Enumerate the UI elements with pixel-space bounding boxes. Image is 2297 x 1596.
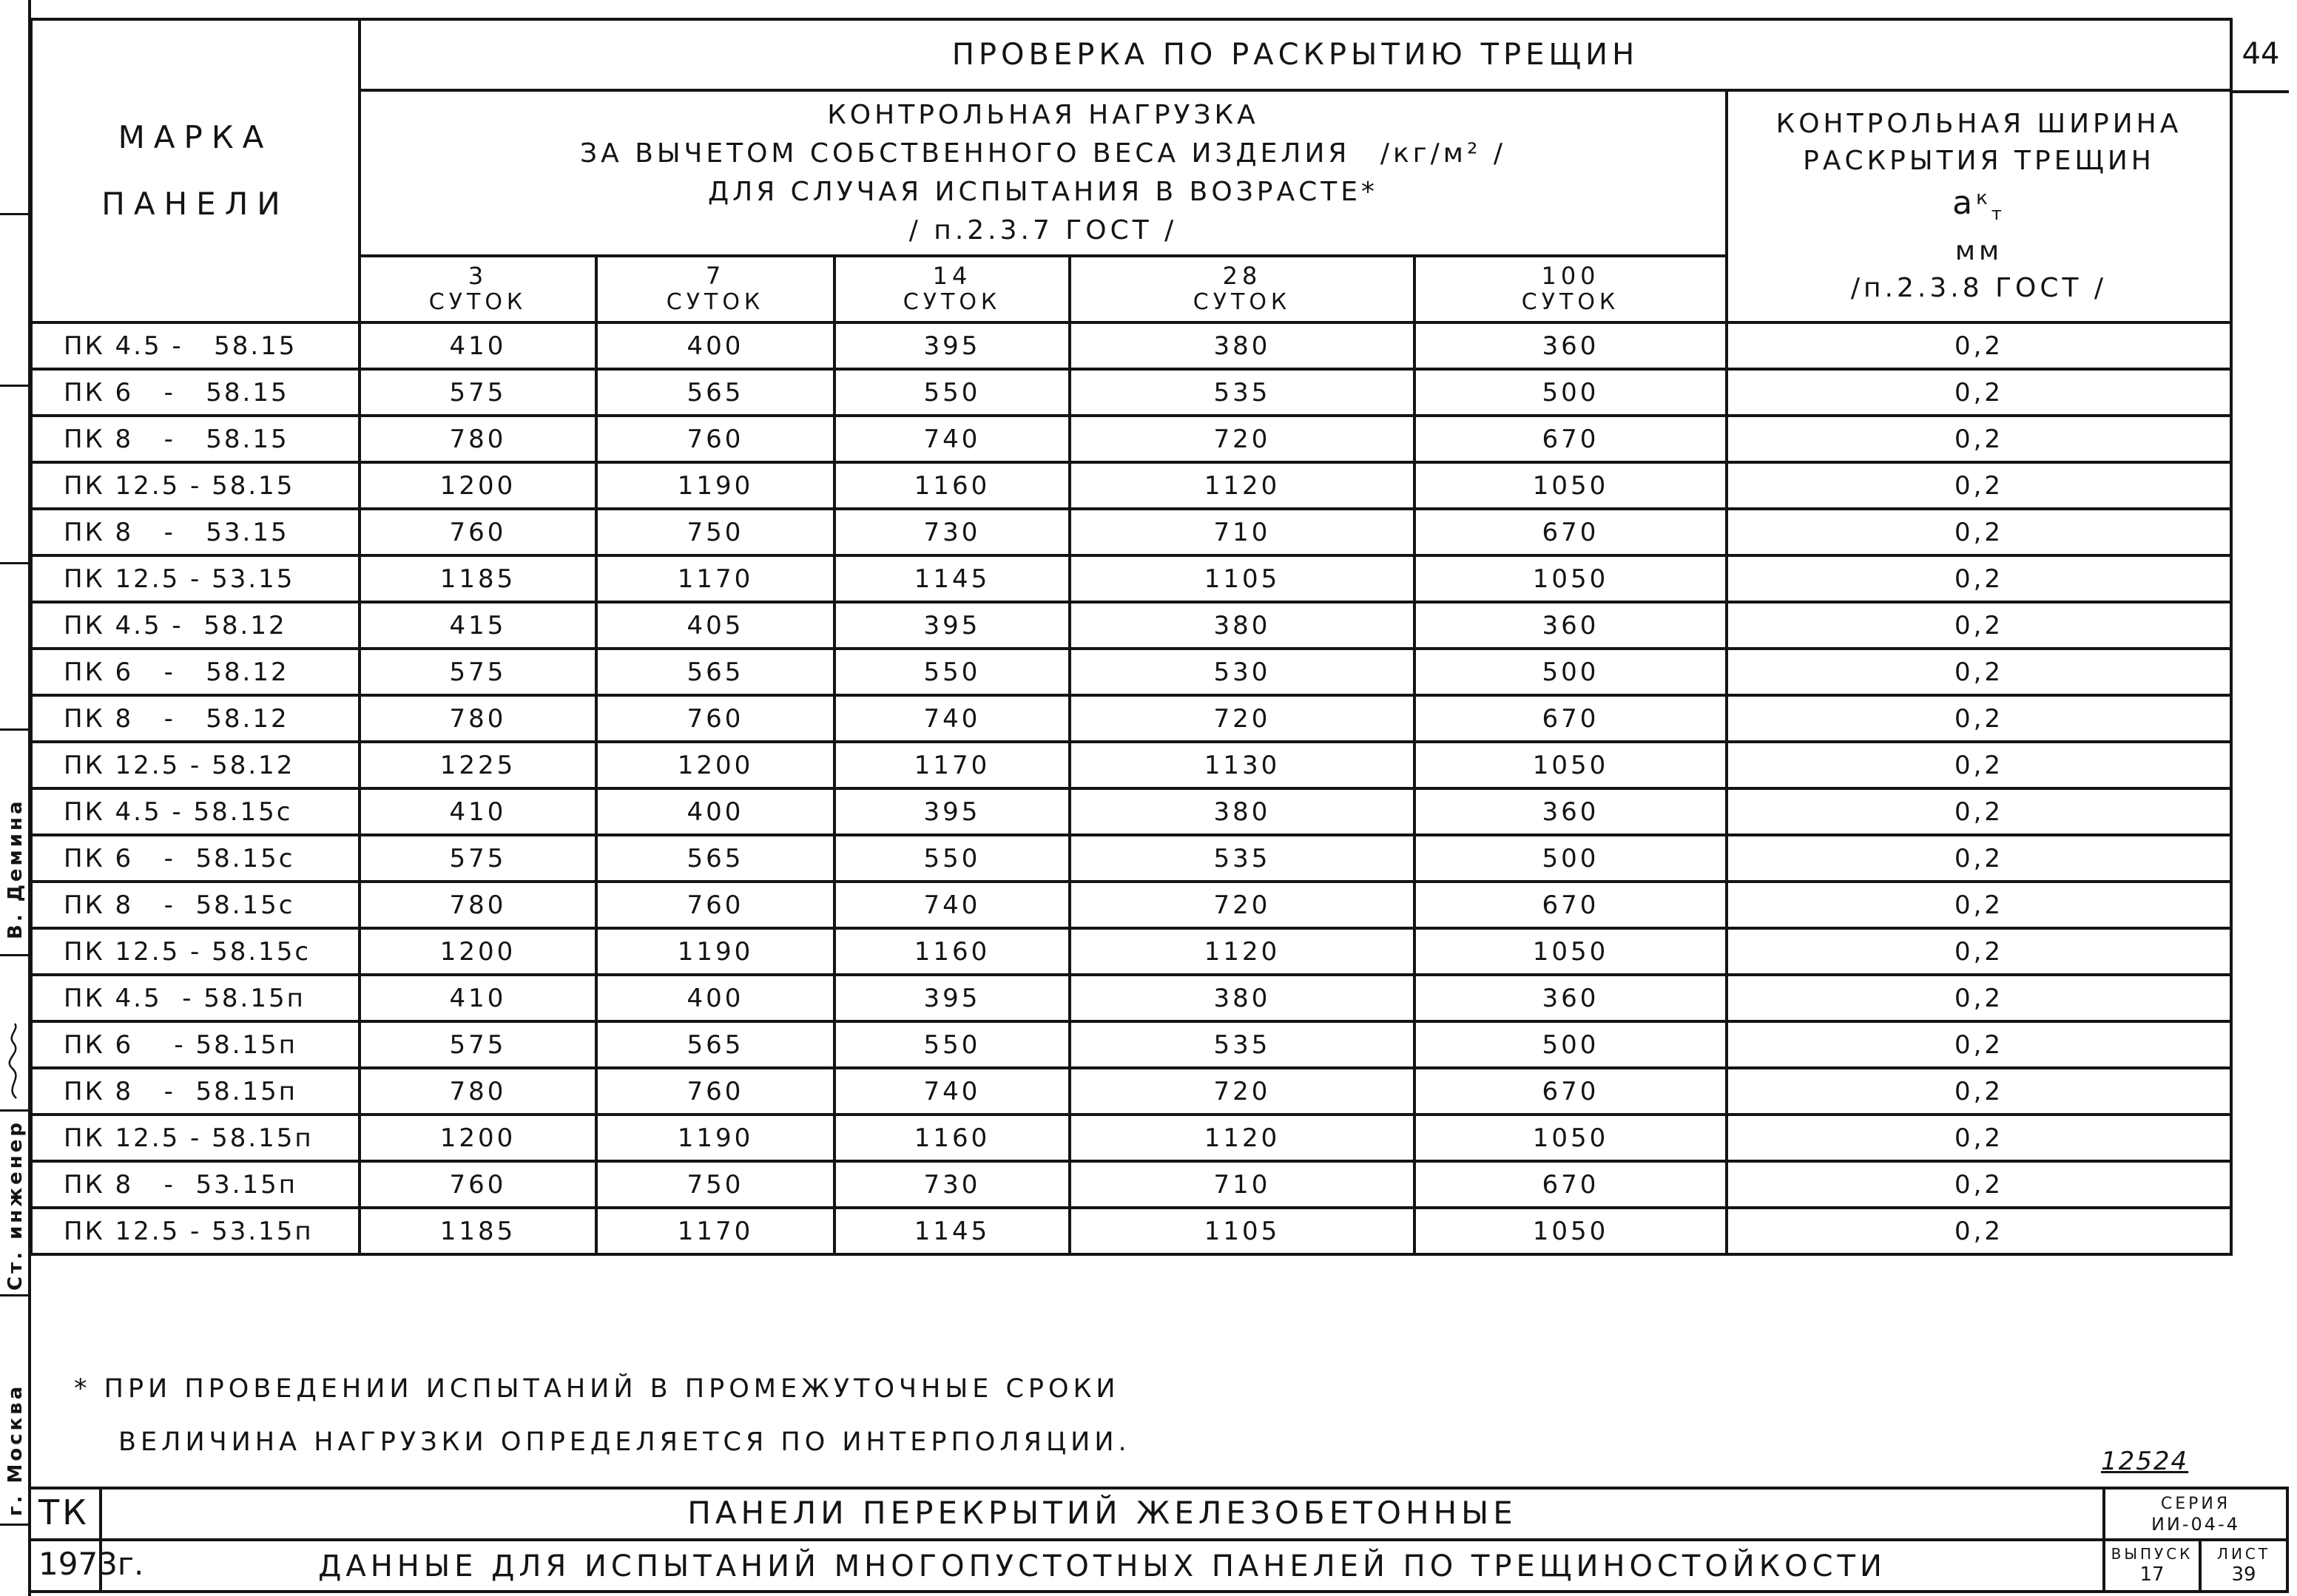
inventory-number: 12524 [2101,1447,2189,1476]
panel-mark-cell: ПК 12.5 - 58.15с [31,928,360,975]
table-row [31,835,2231,882]
day-num: 28 [1222,262,1262,290]
page-number: 44 [2230,18,2289,93]
load-cell-d3: 410 [360,788,596,835]
width-ref: /п.2.3.8 ГОСТ / [1850,272,2108,303]
crack-width-cell: 0,2 [1727,1208,2231,1254]
load-cell-d7: 760 [596,882,834,928]
crack-width-cell: 0,2 [1727,835,2231,882]
crack-width-cell: 0,2 [1727,369,2231,416]
marka-header-line2: ПАНЕЛИ [101,186,289,222]
crack-width-cell: 0,2 [1727,1021,2231,1068]
table-row [31,928,2231,975]
load-cell-d14: 1145 [834,1208,1070,1254]
load-cell-d100: 1050 [1414,1208,1727,1254]
table-row [31,1161,2231,1208]
drawing-title: ПАНЕЛИ ПЕРЕКРЫТИЙ ЖЕЛЕЗОБЕТОННЫЕ [687,1495,1517,1531]
organization-code: ТК [38,1492,90,1532]
load-cell-d28: 380 [1070,788,1414,835]
width-header-line2: РАСКРЫТИЯ ТРЕЩИН [1803,146,2155,177]
load-cell-d100: 1050 [1414,555,1727,602]
load-cell-d7: 405 [596,602,834,649]
load-cell-d3: 575 [360,1021,596,1068]
panel-mark-cell: ПК 8 - 58.15 [31,416,360,462]
sheet-label: ЛИСТ [2216,1545,2271,1563]
crack-width-cell: 0,2 [1727,1068,2231,1115]
section-title: ПРОВЕРКА ПО РАСКРЫТИЮ ТРЕЩИН [360,19,2231,90]
load-cell-d100: 670 [1414,1161,1727,1208]
crack-width-cell: 0,2 [1727,928,2231,975]
crack-width-cell: 0,2 [1727,602,2231,649]
load-cell-d7: 1200 [596,742,834,788]
crack-width-cell: 0,2 [1727,462,2231,509]
load-cell-d100: 500 [1414,649,1727,695]
load-cell-d7: 760 [596,695,834,742]
load-cell-d14: 395 [834,322,1070,369]
table-row [31,649,2231,695]
table-row [31,975,2231,1021]
load-cell-d7: 565 [596,1021,834,1068]
day-header-28 [1070,256,1414,322]
footnote-line1: * ПРИ ПРОВЕДЕНИИ ИСПЫТАНИЙ В ПРОМЕЖУТОЧНЫЕ СРОКИ [74,1374,1120,1404]
table-row [31,369,2231,416]
load-header [360,90,1727,256]
load-cell-d7: 565 [596,835,834,882]
day-header-100 [1414,256,1727,322]
load-cell-d28: 1120 [1070,1115,1414,1161]
load-cell-d28: 720 [1070,416,1414,462]
load-cell-d7: 1170 [596,555,834,602]
load-cell-d100: 670 [1414,509,1727,555]
load-cell-d14: 1170 [834,742,1070,788]
margin-tick [0,213,28,215]
load-cell-d28: 710 [1070,509,1414,555]
margin-tick [0,1524,28,1526]
title-block-border [31,1487,2289,1490]
crack-width-cell: 0,2 [1727,1115,2231,1161]
margin-tick [0,1294,28,1296]
load-cell-d100: 1050 [1414,462,1727,509]
panel-mark-cell: ПК 8 - 58.12 [31,695,360,742]
load-cell-d14: 395 [834,788,1070,835]
table-row [31,602,2231,649]
crack-width-cell: 0,2 [1727,649,2231,695]
panel-mark-cell: ПК 4.5 - 58.15 [31,322,360,369]
sheet-value: 39 [2231,1563,2256,1586]
load-cell-d100: 670 [1414,416,1727,462]
crack-width-cell: 0,2 [1727,788,2231,835]
series-value: ИИ-04-4 [2151,1514,2241,1535]
load-cell-d14: 1160 [834,1115,1070,1161]
margin-tick [0,954,28,956]
day-header-14 [834,256,1070,322]
marka-header [31,19,360,322]
panel-mark-cell: ПК 6 - 58.15п [31,1021,360,1068]
panel-mark-cell: ПК 8 - 58.15с [31,882,360,928]
table-row [31,462,2231,509]
panel-mark-cell: ПК 12.5 - 53.15 [31,555,360,602]
margin-name: В. Демина [4,798,27,939]
panel-mark-cell: ПК 12.5 - 53.15п [31,1208,360,1254]
load-ref: / п.2.3.7 ГОСТ / [908,215,1178,246]
crack-width-cell: 0,2 [1727,882,2231,928]
load-header-line3: ДЛЯ СЛУЧАЯ ИСПЫТАНИЯ В ВОЗРАСТЕ* [708,177,1378,207]
table-body [31,322,2231,1254]
load-cell-d28: 380 [1070,975,1414,1021]
load-cell-d100: 1050 [1414,1115,1727,1161]
load-header-line2: ЗА ВЫЧЕТОМ СОБСТВЕННОГО ВЕСА ИЗДЕЛИЯ [580,138,1351,169]
width-sub: т [1991,203,2006,225]
crack-width-cell: 0,2 [1727,416,2231,462]
load-cell-d28: 1120 [1070,928,1414,975]
load-cell-d3: 575 [360,369,596,416]
day-label: СУТОК [1521,289,1620,315]
table-row [31,555,2231,602]
load-cell-d7: 400 [596,788,834,835]
table-row [31,742,2231,788]
table-row [31,1068,2231,1115]
table-row [31,416,2231,462]
title-block [31,1487,2289,1593]
load-cell-d3: 780 [360,1068,596,1115]
load-cell-d100: 360 [1414,322,1727,369]
panel-mark-cell: ПК 6 - 58.15с [31,835,360,882]
panel-mark-cell: ПК 12.5 - 58.15 [31,462,360,509]
load-cell-d28: 1105 [1070,1208,1414,1254]
load-unit: /кг/м² / [1380,138,1506,169]
day-label: СУТОК [666,289,765,315]
load-cell-d100: 360 [1414,975,1727,1021]
load-cell-d100: 500 [1414,1021,1727,1068]
load-cell-d100: 1050 [1414,742,1727,788]
load-cell-d3: 780 [360,695,596,742]
load-cell-d7: 750 [596,1161,834,1208]
load-cell-d7: 565 [596,649,834,695]
table-row [31,1021,2231,1068]
load-cell-d14: 740 [834,416,1070,462]
load-cell-d14: 740 [834,695,1070,742]
day-label: СУТОК [1193,289,1292,315]
load-cell-d3: 1200 [360,1115,596,1161]
load-cell-d14: 550 [834,649,1070,695]
width-symbol-wrap [1728,180,2230,232]
width-header [1727,90,2231,322]
load-cell-d7: 565 [596,369,834,416]
load-cell-d3: 1185 [360,1208,596,1254]
load-cell-d100: 360 [1414,602,1727,649]
load-cell-d7: 400 [596,322,834,369]
day-num: 7 [705,262,726,290]
load-cell-d3: 760 [360,509,596,555]
load-cell-d7: 400 [596,975,834,1021]
crack-width-cell: 0,2 [1727,322,2231,369]
load-cell-d7: 1190 [596,928,834,975]
day-header-7 [596,256,834,322]
load-cell-d28: 380 [1070,602,1414,649]
day-label: СУТОК [903,289,1002,315]
title-block-divider [31,1538,2289,1541]
width-header-line1: КОНТРОЛЬНАЯ ШИРИНА [1775,109,2182,140]
load-cell-d14: 1160 [834,928,1070,975]
margin-tick [0,385,28,387]
width-symbol: a [1952,184,1977,223]
day-num: 100 [1541,262,1600,290]
crack-width-cell: 0,2 [1727,509,2231,555]
load-cell-d14: 740 [834,1068,1070,1115]
table-row [31,695,2231,742]
load-cell-d14: 1145 [834,555,1070,602]
load-cell-d28: 530 [1070,649,1414,695]
load-cell-d3: 410 [360,975,596,1021]
table-row [31,788,2231,835]
load-cell-d100: 360 [1414,788,1727,835]
load-cell-d3: 410 [360,322,596,369]
load-cell-d3: 1200 [360,462,596,509]
panel-mark-cell: ПК 8 - 58.15п [31,1068,360,1115]
panel-mark-cell: ПК 6 - 58.12 [31,649,360,695]
title-block-border [31,1590,2289,1593]
day-label: СУТОК [428,289,527,315]
load-cell-d7: 1190 [596,1115,834,1161]
panel-mark-cell: ПК 12.5 - 58.12 [31,742,360,788]
issue-label: ВЫПУСК [2111,1545,2193,1563]
load-cell-d14: 550 [834,1021,1070,1068]
width-unit: мм [1954,235,2003,266]
load-cell-d7: 760 [596,416,834,462]
footnote-line2: ВЕЛИЧИНА НАГРУЗКИ ОПРЕДЕЛЯЕТСЯ ПО ИНТЕРПОЛЯЦИИ. [118,1427,1131,1457]
load-cell-d100: 670 [1414,1068,1727,1115]
footnote [74,1362,1131,1469]
load-cell-d3: 575 [360,649,596,695]
load-cell-d28: 720 [1070,1068,1414,1115]
load-cell-d28: 1130 [1070,742,1414,788]
load-cell-d28: 720 [1070,882,1414,928]
load-cell-d100: 500 [1414,835,1727,882]
crack-width-cell: 0,2 [1727,1161,2231,1208]
crack-width-cell: 0,2 [1727,555,2231,602]
load-cell-d28: 535 [1070,835,1414,882]
crack-width-cell: 0,2 [1727,742,2231,788]
panel-mark-cell: ПК 6 - 58.15 [31,369,360,416]
crack-width-cell: 0,2 [1727,695,2231,742]
load-cell-d3: 575 [360,835,596,882]
margin-tick [0,562,28,564]
load-cell-d14: 550 [834,835,1070,882]
table-row [31,322,2231,369]
load-cell-d14: 1160 [834,462,1070,509]
load-cell-d7: 1170 [596,1208,834,1254]
series-label: СЕРИЯ [2160,1495,2231,1513]
panel-mark-cell: ПК 8 - 53.15п [31,1161,360,1208]
panel-mark-cell: ПК 12.5 - 58.15п [31,1115,360,1161]
load-cell-d28: 1120 [1070,462,1414,509]
load-cell-d7: 1190 [596,462,834,509]
load-cell-d14: 395 [834,975,1070,1021]
table-row [31,882,2231,928]
load-cell-d28: 380 [1070,322,1414,369]
margin-tick [0,1109,28,1112]
load-cell-d100: 670 [1414,882,1727,928]
load-cell-d14: 395 [834,602,1070,649]
day-num: 14 [932,262,972,290]
crack-check-table [30,18,2233,1256]
load-cell-d100: 670 [1414,695,1727,742]
margin-role: Ст. инженер [4,1120,27,1291]
day-num: 3 [468,262,488,290]
load-cell-d7: 760 [596,1068,834,1115]
issue-value: 17 [2139,1563,2165,1586]
table-row [31,1208,2231,1254]
year: 1973г. [38,1546,144,1582]
load-cell-d100: 1050 [1414,928,1727,975]
load-cell-d3: 1185 [360,555,596,602]
marka-header-line1: МАРКА [118,119,273,155]
margin-city: г. Москва [4,1383,27,1516]
table-row [31,509,2231,555]
load-cell-d3: 1225 [360,742,596,788]
drawing-subtitle: ДАННЫЕ ДЛЯ ИСПЫТАНИЙ МНОГОПУСТОТНЫХ ПАНЕЛЕЙ ПО ТРЕЩИНОСТОЙКОСТИ [318,1549,1886,1583]
load-cell-d28: 720 [1070,695,1414,742]
load-cell-d28: 535 [1070,1021,1414,1068]
load-header-line1: КОНТРОЛЬНАЯ НАГРУЗКА [827,100,1259,130]
load-cell-d28: 535 [1070,369,1414,416]
panel-mark-cell: ПК 8 - 53.15 [31,509,360,555]
load-cell-d14: 730 [834,509,1070,555]
load-cell-d14: 730 [834,1161,1070,1208]
load-cell-d3: 760 [360,1161,596,1208]
title-block-border [2286,1487,2289,1593]
panel-mark-cell: ПК 4.5 - 58.15с [31,788,360,835]
load-cell-d100: 500 [1414,369,1727,416]
load-cell-d14: 740 [834,882,1070,928]
load-cell-d28: 710 [1070,1161,1414,1208]
load-cell-d3: 1200 [360,928,596,975]
load-header-line2-wrap [361,135,1725,173]
width-sup: к [1976,187,1991,210]
panel-mark-cell: ПК 4.5 - 58.15п [31,975,360,1021]
signature-mark [1,1021,27,1102]
load-cell-d3: 780 [360,882,596,928]
day-header-3 [360,256,596,322]
table-row [31,1115,2231,1161]
crack-width-cell: 0,2 [1727,975,2231,1021]
load-cell-d7: 750 [596,509,834,555]
load-cell-d14: 550 [834,369,1070,416]
load-cell-d3: 780 [360,416,596,462]
load-cell-d3: 415 [360,602,596,649]
panel-mark-cell: ПК 4.5 - 58.12 [31,602,360,649]
margin-tick [0,728,28,731]
load-cell-d28: 1105 [1070,555,1414,602]
